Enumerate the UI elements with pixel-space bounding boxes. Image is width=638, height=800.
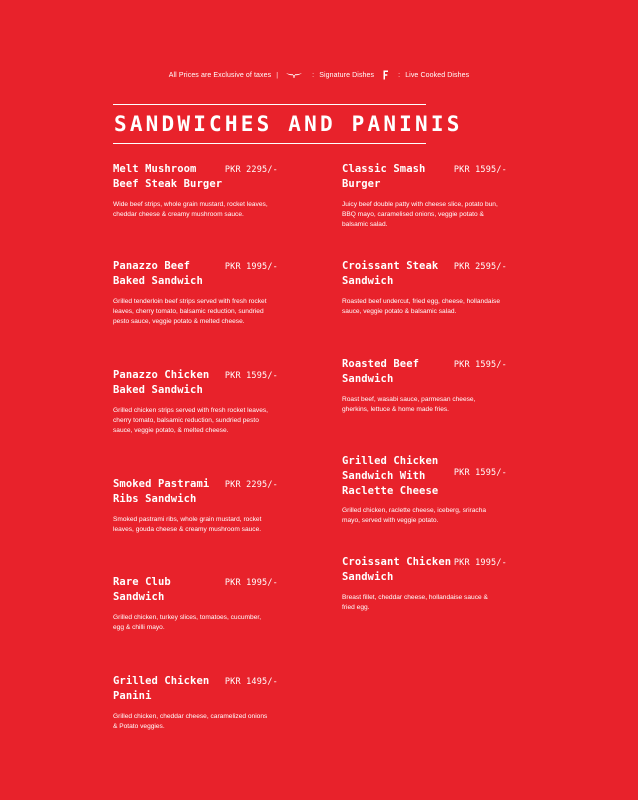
- item-name: Croissant Chicken Sandwich: [342, 556, 452, 583]
- item-name: Croissant Steak Sandwich: [342, 260, 439, 287]
- item-price: PKR 2295/-: [224, 480, 278, 490]
- menu-item: [342, 454, 507, 526]
- item-description: Grilled chicken strips served with fresh rocket leaves, cherry tomato, balsamic reduction, sundried pesto sauce, veggie potato, & melted cheese.: [113, 407, 269, 434]
- menu-item: [342, 162, 507, 230]
- item-price: PKR 1595/-: [453, 165, 507, 175]
- item-name: Rare Club Sandwich: [113, 576, 171, 603]
- item-name: Grilled Chicken Panini: [113, 675, 210, 702]
- item-price: PKR 2595/-: [453, 262, 507, 272]
- item-price: PKR 1995/-: [453, 558, 507, 568]
- menu-item: [113, 162, 278, 220]
- menu-item: [113, 575, 278, 633]
- item-description: Grilled chicken, raclette cheese, iceberg, sriracha mayo, served with veggie potato.: [342, 507, 487, 524]
- legend-colon: :: [398, 71, 401, 79]
- item-description: Grilled tenderloin beef strips served with fresh rocket leaves, cherry tomato, balsamic reduction, sundried pesto sauce, veggie potato & melted cheese.: [113, 298, 267, 325]
- menu-item: [342, 555, 507, 613]
- section-title: SANDWICHES AND PANINIS: [114, 112, 463, 136]
- menu-item: [342, 259, 507, 317]
- item-price: PKR 1595/-: [453, 360, 507, 370]
- item-name: Panazzo Chicken Baked Sandwich: [113, 369, 210, 396]
- live-label: Live Cooked Dishes: [405, 71, 470, 79]
- item-description: Breast fillet, cheddar cheese, hollandaise sauce & fried egg.: [342, 594, 488, 611]
- item-name: Grilled Chicken Sandwich With Raclette Cheese: [342, 455, 439, 497]
- item-name: Panazzo Beef Baked Sandwich: [113, 260, 203, 287]
- item-name: Roasted Beef Sandwich: [342, 358, 420, 385]
- menu-item: [113, 674, 278, 732]
- item-description: Juicy beef double patty with cheese slice, potato bun, BBQ mayo, caramelised onions, veggie potato & balsamic salad.: [342, 201, 498, 228]
- item-description: Grilled chicken, turkey slices, tomatoes, cucumber, egg & chilli mayo.: [113, 614, 262, 631]
- signature-label: Signature Dishes: [319, 71, 375, 79]
- legend-colon: :: [312, 71, 315, 79]
- item-price: PKR 1495/-: [224, 677, 278, 687]
- legend-bar: [0, 70, 638, 80]
- divider: [113, 104, 426, 105]
- item-price: PKR 2295/-: [224, 165, 278, 175]
- item-name: Classic Smash Burger: [342, 163, 426, 190]
- menu-item: [342, 357, 507, 415]
- legend-separator: |: [276, 71, 279, 79]
- item-description: Smoked pastrami ribs, whole grain mustard, rocket leaves, gouda cheese & creamy mushroom sauce.: [113, 516, 262, 533]
- flame-f-icon: [382, 70, 389, 80]
- item-price: PKR 1995/-: [224, 262, 278, 272]
- item-description: Roast beef, wasabi sauce, parmesan cheese, gherkins, lettuce & home made fries.: [342, 396, 476, 413]
- item-description: Roasted beef undercut, fried egg, cheese, hollandaise sauce, veggie potato & balsamic salad.: [342, 298, 500, 315]
- menu-item: [113, 368, 278, 436]
- prices-note: All Prices are Exclusive of taxes: [168, 71, 272, 79]
- item-price: PKR 1595/-: [453, 468, 507, 478]
- item-price: PKR 1595/-: [224, 371, 278, 381]
- divider: [113, 143, 426, 144]
- item-description: Wide beef strips, whole grain mustard, rocket leaves, cheddar cheese & creamy mushroom sauce.: [113, 201, 268, 218]
- menu-item: [113, 477, 278, 535]
- item-name: Smoked Pastrami Ribs Sandwich: [113, 478, 210, 505]
- item-name: Melt Mushroom Beef Steak Burger: [113, 163, 223, 190]
- section-header: [113, 104, 463, 144]
- menu-item: [113, 259, 278, 327]
- item-price: PKR 1995/-: [224, 578, 278, 588]
- steer-horns-icon: [285, 71, 303, 79]
- item-description: Grilled chicken, cheddar cheese, caramelized onions & Potato veggies.: [113, 713, 268, 730]
